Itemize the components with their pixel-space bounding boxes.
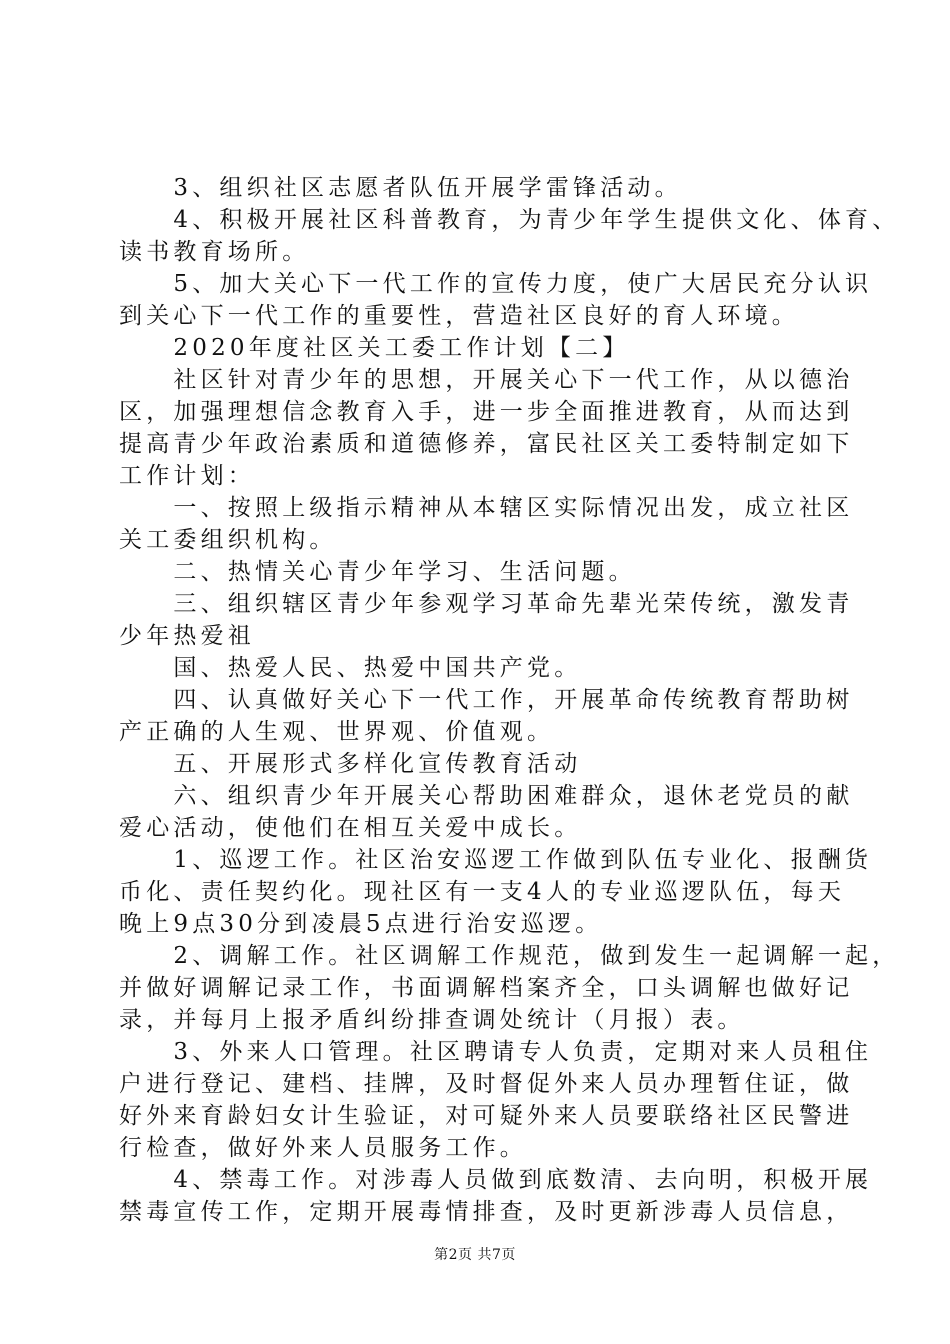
paragraph-continuation-line: 晚上9点30分到凌晨5点进行治安巡逻。 [119,911,603,937]
paragraph-continuation-line: 产正确的人生观、世界观、价值观。 [119,719,555,745]
paragraph-continuation-line: 读书教育场所。 [119,239,310,265]
paragraph-continuation-line: 关工委组织机构。 [119,527,337,553]
paragraph-line: 4、积极开展社区科普教育，为青少年学生提供文化、体育、 [119,207,900,233]
paragraph-continuation-line: 爱心活动，使他们在相互关爱中成长。 [119,815,582,841]
paragraph-continuation-line: 并做好调解记录工作，书面调解档案齐全，口头调解也做好记 [119,975,854,1001]
paragraph-line: 4、禁毒工作。对涉毒人员做到底数清、去向明，积极开展 [119,1167,873,1193]
paragraph-line: 六、组织青少年开展关心帮助困难群众，退休老党员的献 [119,783,854,809]
paragraph-line: 3、组织社区志愿者队伍开展学雷锋活动。 [119,175,682,201]
paragraph-line: 3、外来人口管理。社区聘请专人负责，定期对来人员租住 [119,1039,873,1065]
paragraph-continuation-line: 录，并每月上报矛盾纠纷排查调处统计（月报）表。 [119,1007,745,1033]
page-number-footer: 第2页 共7页 [434,1247,516,1263]
paragraph-continuation-line: 到关心下一代工作的重要性，营造社区良好的育人环境。 [119,303,799,329]
paragraph-line: 一、按照上级指示精神从本辖区实际情况出发，成立社区 [119,495,854,521]
paragraph-line: 五、开展形式多样化宣传教育活动 [119,751,582,777]
paragraph-continuation-line: 工作计划： [119,463,255,489]
paragraph-continuation-line: 行检查，做好外来人员服务工作。 [119,1135,527,1161]
paragraph-line: 2、调解工作。社区调解工作规范，做到发生一起调解一起， [119,943,900,969]
paragraph-line: 社区针对青少年的思想，开展关心下一代工作，从以德治 [119,367,854,393]
paragraph-line: 2020年度社区关工委工作计划【二】 [119,335,630,361]
paragraph-continuation-line: 少年热爱祖 [119,623,255,649]
document-body [119,172,900,1228]
paragraph-line: 二、热情关心青少年学习、生活问题。 [119,559,636,585]
paragraph-continuation-line: 好外来育龄妇女计生验证，对可疑外来人员要联络社区民警进 [119,1103,854,1129]
paragraph-continuation-line: 禁毒宣传工作，定期开展毒情排查，及时更新涉毒人员信息， [119,1199,854,1225]
paragraph-continuation-line: 区，加强理想信念教育入手，进一步全面推进教育，从而达到 [119,399,854,425]
paragraph-line: 国、热爱人民、热爱中国共产党。 [119,655,582,681]
paragraph-continuation-line: 币化、责任契约化。现社区有一支4人的专业巡逻队伍，每天 [119,879,846,905]
paragraph-line: 四、认真做好关心下一代工作，开展革命传统教育帮助树 [119,687,854,713]
paragraph-continuation-line: 户进行登记、建档、挂牌，及时督促外来人员办理暂住证，做 [119,1071,854,1097]
paragraph-line: 1、巡逻工作。社区治安巡逻工作做到队伍专业化、报酬货 [119,847,873,873]
paragraph-line: 三、组织辖区青少年参观学习革命先辈光荣传统，激发青 [119,591,854,617]
paragraph-continuation-line: 提高青少年政治素质和道德修养，富民社区关工委特制定如下 [119,431,854,457]
paragraph-line: 5、加大关心下一代工作的宣传力度，使广大居民充分认识 [119,271,873,297]
